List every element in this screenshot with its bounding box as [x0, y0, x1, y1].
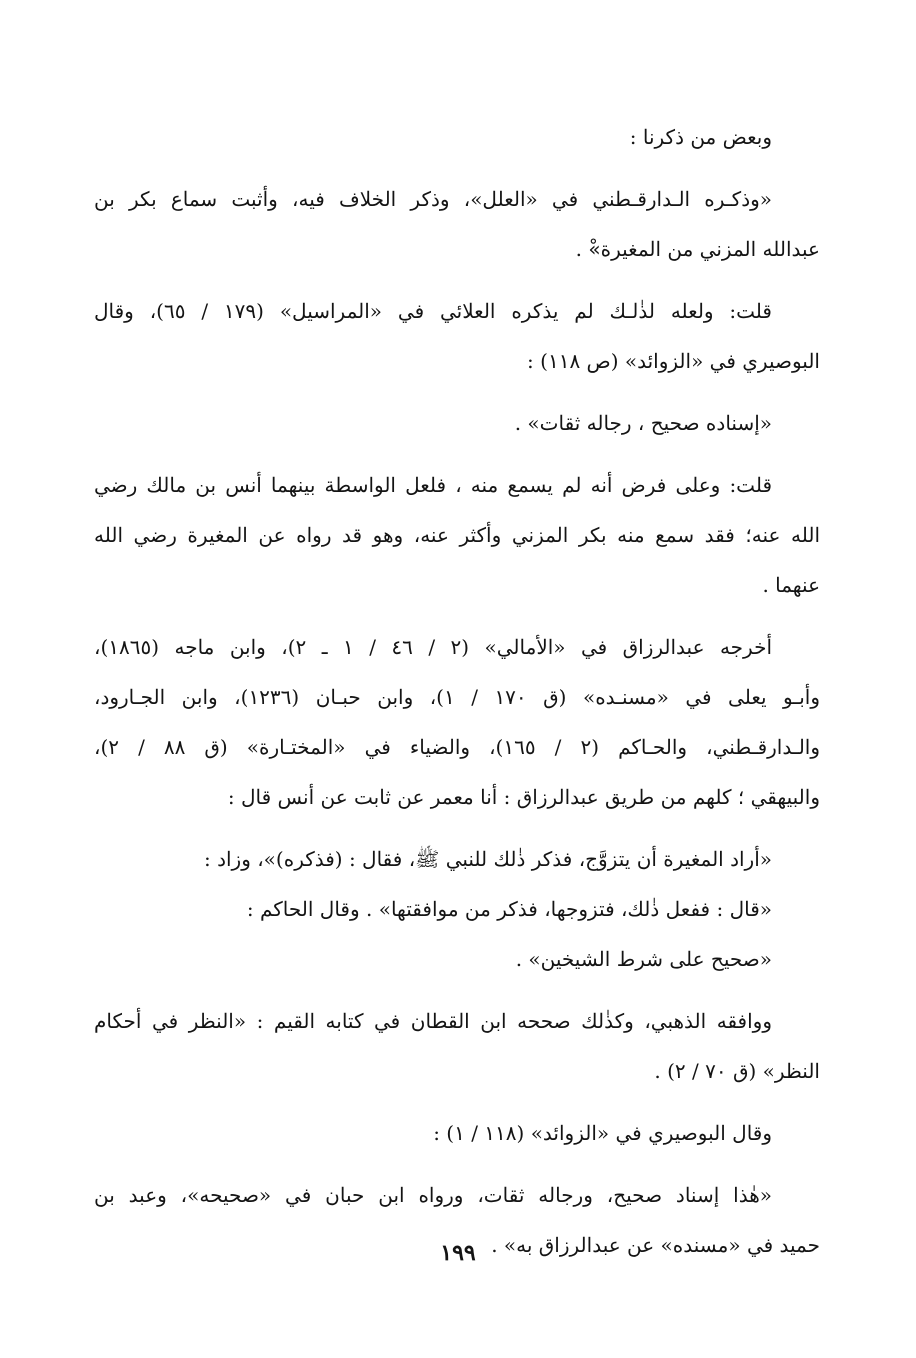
paragraph-gap	[94, 162, 820, 174]
paragraph-gap	[94, 274, 820, 286]
text-line: قلت: ولعله لذٰلـك لم يذكره العلائي في «المراسيل» (١٧٩ / ٦٥)، وقال	[94, 299, 772, 323]
quote-line: «أراد المغيرة أن يتزوَّج، فذكر ذٰلك للنبي ﷺ، فقال : (فذكره)»، وزاد :	[203, 847, 772, 871]
quote-line: «إسناده صحيح ، رجاله ثقات» .	[514, 411, 772, 435]
text-line: الله عنه؛ فقد سمع منه بكر المزني وأكثر عنه، وهو قد رواه عن المغيرة رضي الله	[94, 523, 820, 547]
text-line: والـدارقـطني، والحـاكم (٢ / ١٦٥)، والضياء في «المختـارة» (ق ٨٨ / ٢)،	[94, 735, 821, 759]
text-line: والبيهقي ؛ كلهم من طريق عبدالرزاق : أنا معمر عن ثابت عن أنس قال :	[227, 785, 820, 809]
paragraph-gap	[94, 610, 820, 622]
paragraph-gap	[94, 1158, 820, 1170]
quote-line: «وذكـره الـدارقـطني في «العلل»، وذكر الخلاف فيه، وأثبت سماع بكر بن	[94, 187, 772, 211]
paragraph-gap	[94, 1096, 820, 1108]
text-line: عنهما .	[762, 573, 820, 597]
quote-line: «هٰذا إسناد صحيح، ورجاله ثقات، ورواه ابن حبان في «صحيحه»، وعبد بن	[94, 1183, 773, 1207]
paragraph-gap	[94, 822, 820, 834]
text-line: البوصيري في «الزوائد» (ص ١١٨) :	[527, 349, 820, 373]
paragraph-gap	[94, 386, 820, 398]
quote-line: «قال : ففعل ذٰلك، فتزوجها، فذكر من موافقتها» . وقال الحاكم :	[246, 897, 772, 921]
text-line: النظر» (ق ٧٠ / ٢) .	[654, 1059, 820, 1083]
paragraph-gap	[94, 984, 820, 996]
page-body	[94, 112, 820, 1272]
quote-line: عبدالله المزني من المغيرة»ْ .	[575, 237, 820, 261]
quote-line: حميد في «مسنده» عن عبدالرزاق به» .	[491, 1233, 820, 1257]
page-number: ١٩٩	[440, 1240, 476, 1266]
text-line: وقال البوصيري في «الزوائد» (١١٨ / ١) :	[433, 1121, 772, 1145]
text-line: قلت: وعلى فرض أنه لم يسمع منه ، فلعل الواسطة بينهما أنس بن مالك رضي	[94, 473, 772, 497]
text-line: ووافقه الذهبي، وكذٰلك صححه ابن القطان في كتابه القيم : «النظر في أحكام	[94, 1009, 772, 1033]
text-line: وبعض من ذكرنا :	[629, 125, 772, 149]
paragraph-gap	[94, 448, 820, 460]
text-line: أخرجه عبدالرزاق في «الأمالي» (٢ / ٤٦ / ١ ـ ٢)، وابن ماجه (١٨٦٥)،	[94, 635, 773, 659]
text-line: وأبـو يعلى في «مسنـده» (ق ١٧٠ / ١)، وابن حبـان (١٢٣٦)، وابن الجـارود،	[94, 685, 821, 709]
quote-line: «صحيح على شرط الشيخين» .	[515, 947, 772, 971]
